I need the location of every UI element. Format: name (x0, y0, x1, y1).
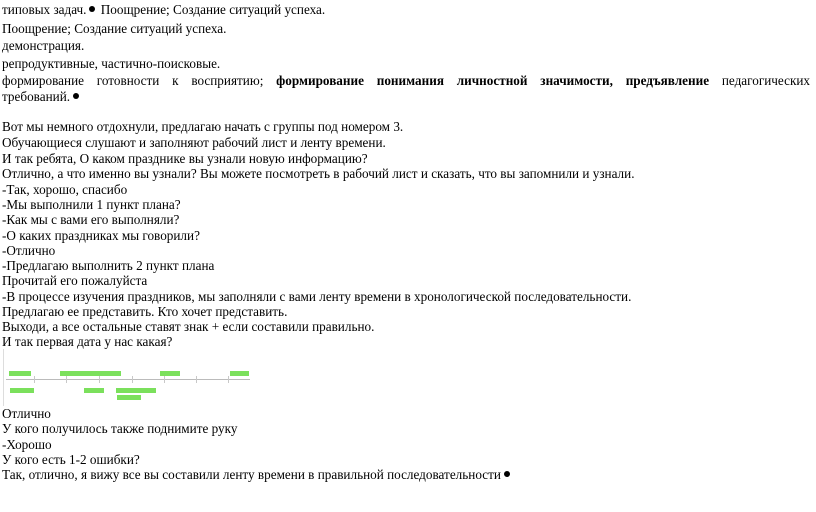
paragraph-line: -О каких праздниках мы говорили? (2, 228, 200, 243)
justified-line: формирование готовности к восприятию; формирование понимания личностной значимости, предъявление педагогических (2, 73, 811, 88)
paragraph-line: У кого есть 1-2 ошибки? (2, 452, 140, 467)
paragraph-line: И так ребята, О каком празднике вы узнали новую информацию? (2, 151, 368, 166)
timeline-tick (196, 376, 197, 383)
paragraph-line: Отлично (2, 406, 51, 421)
timeline-tick (164, 376, 165, 383)
timeline-event (105, 371, 121, 376)
text-line-1: типовых задач. Поощрение; Создание ситуаций успеха. (2, 2, 326, 17)
paragraph-line: -Отлично (2, 243, 56, 258)
timeline-event (9, 371, 31, 376)
paragraph-line: Выходи, а все остальные ставят знак + если составили правильно. (2, 319, 375, 334)
text-line-4: репродуктивные, частично-поисковые. (2, 56, 221, 71)
timeline-image (3, 349, 250, 406)
timeline-event (160, 371, 180, 376)
bullet-icon (73, 93, 79, 99)
paragraph-line: -В процессе изучения праздников, мы заполняли с вами ленту времени в хронологической последовательности. (2, 289, 632, 304)
paragraph-line: Так, отлично, я вижу все вы составили ленту времени в правильной последовательности (2, 467, 512, 482)
timeline-tick (66, 376, 67, 383)
paragraph-line: -Так, хорошо, спасибо (2, 182, 128, 197)
text-line-2: Поощрение; Создание ситуаций успеха. (2, 21, 227, 36)
paragraph-line: Прочитай его пожалуйста (2, 273, 148, 288)
paragraph-line: Обучающиеся слушают и заполняют рабочий лист и ленту времени. (2, 135, 386, 150)
timeline-event (230, 371, 249, 376)
paragraph-line: И так первая дата у нас какая? (2, 334, 173, 349)
paragraph-line: У кого получилось также поднимите руку (2, 421, 238, 436)
bullet-icon (89, 6, 95, 12)
paragraph-line: Отлично, а что именно вы узнали? Вы можете посмотреть в рабочий лист и сказать, что вы запомнили и узнали. (2, 166, 635, 181)
timeline-event (10, 388, 34, 393)
timeline-axis (6, 379, 250, 380)
paragraph-line: Предлагаю ее представить. Кто хочет представить. (2, 304, 288, 319)
text-line-3: демонстрация. (2, 38, 85, 53)
paragraph-line: -Как мы с вами его выполняли? (2, 212, 180, 227)
paragraph-line: -Мы выполнили 1 пункт плана? (2, 197, 181, 212)
timeline-tick (132, 376, 133, 383)
paragraph-line: -Предлагаю выполнить 2 пункт плана (2, 258, 215, 273)
timeline-event (117, 395, 141, 400)
text-line-5: требований. (2, 89, 81, 104)
paragraph-line: Вот мы немного отдохнули, предлагаю начать с группы под номером 3. (2, 119, 404, 134)
timeline-tick (34, 376, 35, 383)
bullet-icon (504, 471, 510, 477)
timeline-tick (228, 376, 229, 383)
timeline-event (116, 388, 156, 393)
paragraph-line: -Хорошо (2, 437, 52, 452)
timeline-tick (99, 376, 100, 383)
timeline-event (84, 388, 104, 393)
